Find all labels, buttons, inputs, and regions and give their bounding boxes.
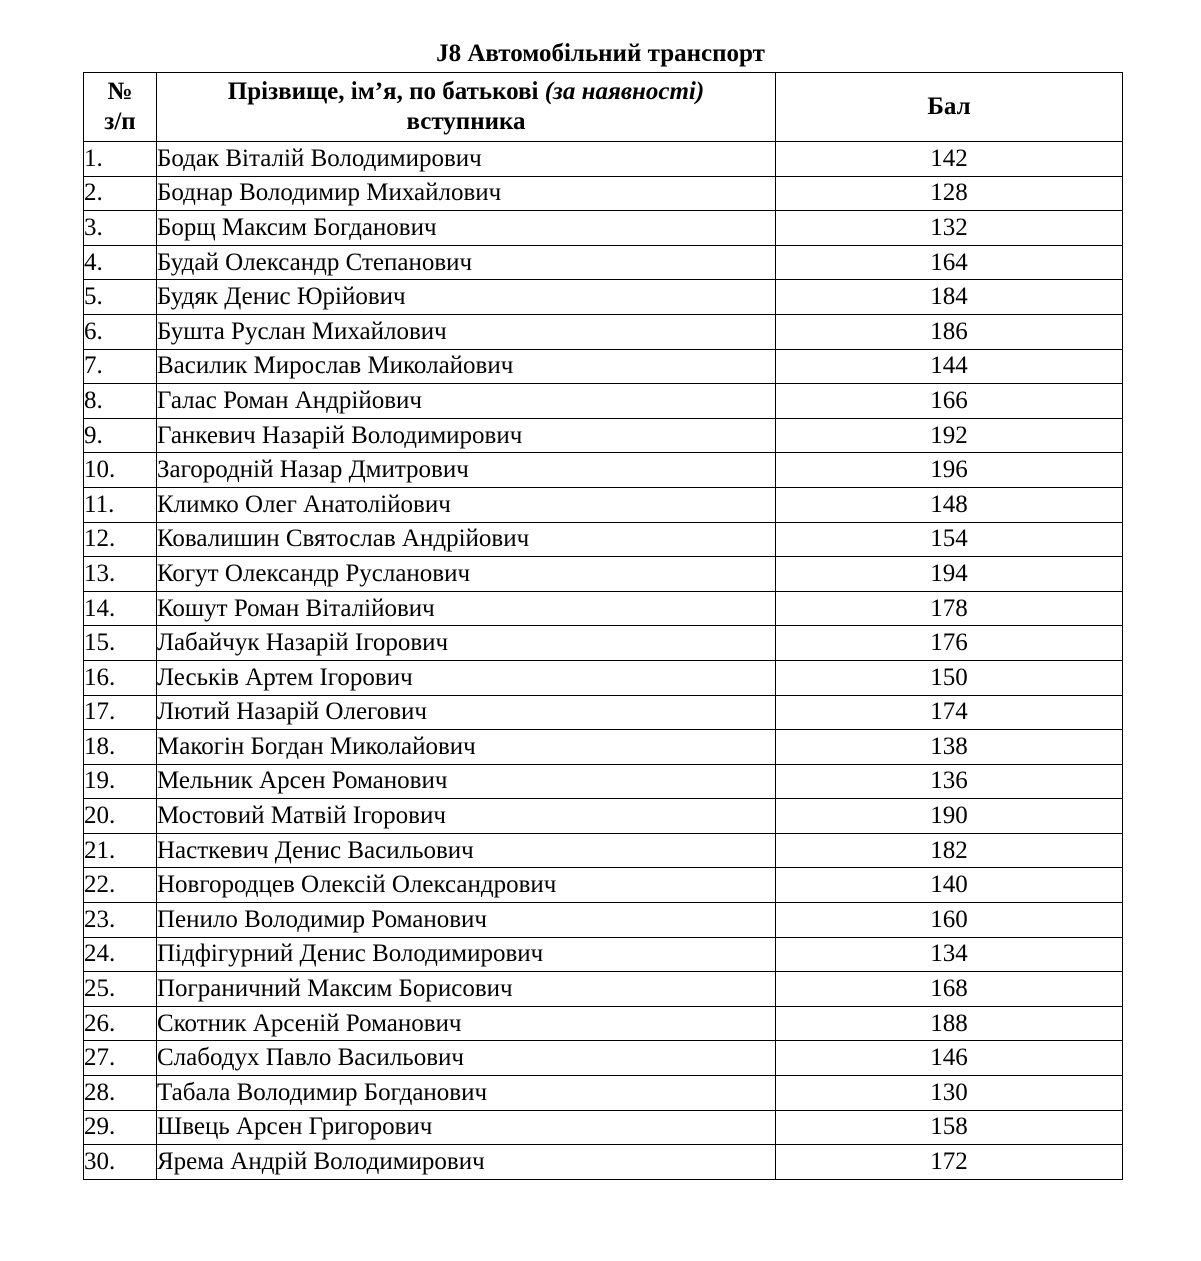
- row-number: 15.: [84, 626, 157, 661]
- applicant-score: 142: [776, 142, 1123, 177]
- applicant-score: 150: [776, 660, 1123, 695]
- row-number: 3.: [84, 211, 157, 246]
- table-row: [84, 522, 1123, 557]
- applicant-score: 148: [776, 487, 1123, 522]
- table-row: [84, 972, 1123, 1007]
- row-number: 2.: [84, 176, 157, 211]
- table-row: [84, 314, 1123, 349]
- table-row: [84, 1041, 1123, 1076]
- row-number: 22.: [84, 868, 157, 903]
- applicant-name: Бушта Руслан Михайлович: [157, 314, 776, 349]
- applicant-score: 160: [776, 903, 1123, 938]
- applicant-name: Макогін Богдан Миколайович: [157, 730, 776, 765]
- applicant-name: Галас Роман Андрійович: [157, 384, 776, 419]
- table-row: [84, 142, 1123, 177]
- applicant-score: 168: [776, 972, 1123, 1007]
- row-number: 13.: [84, 557, 157, 592]
- row-number: 12.: [84, 522, 157, 557]
- table-row: [84, 903, 1123, 938]
- table-row: [84, 695, 1123, 730]
- applicant-score: 172: [776, 1145, 1123, 1180]
- row-number: 17.: [84, 695, 157, 730]
- row-number: 29.: [84, 1110, 157, 1145]
- applicant-name: Будяк Денис Юрійович: [157, 280, 776, 315]
- applicant-score: 132: [776, 211, 1123, 246]
- table-row: [84, 211, 1123, 246]
- applicant-score: 186: [776, 314, 1123, 349]
- applicant-name: Пенило Володимир Романович: [157, 903, 776, 938]
- applicant-name: Лабайчук Назарій Ігорович: [157, 626, 776, 661]
- table-row: [84, 384, 1123, 419]
- applicant-name: Кошут Роман Віталійович: [157, 591, 776, 626]
- applicant-score: 164: [776, 245, 1123, 280]
- row-number: 9.: [84, 418, 157, 453]
- table-row: [84, 453, 1123, 488]
- table-row: [84, 1110, 1123, 1145]
- table-row: [84, 591, 1123, 626]
- row-number: 18.: [84, 730, 157, 765]
- table-row: [84, 937, 1123, 972]
- table-header-row: [84, 73, 1123, 142]
- applicant-name: Когут Олександр Русланович: [157, 557, 776, 592]
- applicant-name: Пограничний Максим Борисович: [157, 972, 776, 1007]
- table-row: [84, 730, 1123, 765]
- applicant-name: Загородній Назар Дмитрович: [157, 453, 776, 488]
- row-number: 28.: [84, 1076, 157, 1111]
- applicant-score: 134: [776, 937, 1123, 972]
- row-number: 5.: [84, 280, 157, 315]
- applicant-score: 136: [776, 764, 1123, 799]
- applicant-score: 138: [776, 730, 1123, 765]
- applicant-score: 176: [776, 626, 1123, 661]
- applicant-score: 144: [776, 349, 1123, 384]
- table-body: [84, 142, 1123, 1180]
- applicant-name: Мельник Арсен Романович: [157, 764, 776, 799]
- applicant-name: Василик Мирослав Миколайович: [157, 349, 776, 384]
- applicant-name: Підфігурний Денис Володимирович: [157, 937, 776, 972]
- applicant-score: 188: [776, 1006, 1123, 1041]
- row-number: 27.: [84, 1041, 157, 1076]
- row-number: 25.: [84, 972, 157, 1007]
- row-number: 20.: [84, 799, 157, 834]
- number-header-abbr: з/п: [104, 108, 136, 135]
- table-row: [84, 280, 1123, 315]
- table-row: [84, 1145, 1123, 1180]
- applicant-name: Боднар Володимир Михайлович: [157, 176, 776, 211]
- table-row: [84, 418, 1123, 453]
- name-header-line2: вступника: [406, 108, 526, 135]
- applicant-score: 166: [776, 384, 1123, 419]
- table-row: [84, 799, 1123, 834]
- applicant-name: Мостовий Матвій Ігорович: [157, 799, 776, 834]
- applicant-name: Новгородцев Олексій Олександрович: [157, 868, 776, 903]
- table-row: [84, 487, 1123, 522]
- applicant-name: Климко Олег Анатолійович: [157, 487, 776, 522]
- table-row: [84, 868, 1123, 903]
- applicant-score: 154: [776, 522, 1123, 557]
- applicant-score: 130: [776, 1076, 1123, 1111]
- applicant-score: 190: [776, 799, 1123, 834]
- number-column-header: [84, 73, 157, 142]
- table-row: [84, 349, 1123, 384]
- row-number: 1.: [84, 142, 157, 177]
- row-number: 4.: [84, 245, 157, 280]
- applicant-name: Скотник Арсеній Романович: [157, 1006, 776, 1041]
- applicant-name: Борщ Максим Богданович: [157, 211, 776, 246]
- applicant-score: 196: [776, 453, 1123, 488]
- applicant-name: Ярема Андрій Володимирович: [157, 1145, 776, 1180]
- applicant-name: Швець Арсен Григорович: [157, 1110, 776, 1145]
- table-row: [84, 1006, 1123, 1041]
- applicant-score: 128: [776, 176, 1123, 211]
- name-header-main: Прізвище, ім’я, по батькові: [227, 78, 545, 105]
- applicant-score: 140: [776, 868, 1123, 903]
- applicant-score: 174: [776, 695, 1123, 730]
- table-row: [84, 660, 1123, 695]
- table-row: [84, 176, 1123, 211]
- row-number: 24.: [84, 937, 157, 972]
- table-row: [84, 1076, 1123, 1111]
- page-title: J8 Автомобільний транспорт: [436, 40, 765, 67]
- table-row: [84, 833, 1123, 868]
- row-number: 30.: [84, 1145, 157, 1180]
- row-number: 11.: [84, 487, 157, 522]
- applicant-name: Леськів Артем Ігорович: [157, 660, 776, 695]
- applicant-score: 184: [776, 280, 1123, 315]
- number-header-symbol: №: [107, 78, 133, 105]
- row-number: 19.: [84, 764, 157, 799]
- table-row: [84, 245, 1123, 280]
- name-column-header: [157, 73, 776, 142]
- row-number: 6.: [84, 314, 157, 349]
- table-row: [84, 764, 1123, 799]
- applicant-name: Ганкевич Назарій Володимирович: [157, 418, 776, 453]
- applicant-score: 178: [776, 591, 1123, 626]
- applicant-score: 146: [776, 1041, 1123, 1076]
- applicant-score: 158: [776, 1110, 1123, 1145]
- row-number: 16.: [84, 660, 157, 695]
- applicant-name: Насткевич Денис Васильович: [157, 833, 776, 868]
- applicant-score: 192: [776, 418, 1123, 453]
- applicant-score: 182: [776, 833, 1123, 868]
- row-number: 21.: [84, 833, 157, 868]
- applicants-table: [83, 72, 1123, 1180]
- score-column-header: Бал: [776, 73, 1123, 142]
- applicant-name: Слабодух Павло Васильович: [157, 1041, 776, 1076]
- applicant-name: Табала Володимир Богданович: [157, 1076, 776, 1111]
- row-number: 7.: [84, 349, 157, 384]
- row-number: 10.: [84, 453, 157, 488]
- row-number: 26.: [84, 1006, 157, 1041]
- row-number: 23.: [84, 903, 157, 938]
- applicant-name: Ковалишин Святослав Андрійович: [157, 522, 776, 557]
- table-row: [84, 626, 1123, 661]
- applicant-name: Бодак Віталій Володимирович: [157, 142, 776, 177]
- row-number: 14.: [84, 591, 157, 626]
- table-row: [84, 557, 1123, 592]
- name-header-note: (за наявності): [544, 78, 705, 105]
- row-number: 8.: [84, 384, 157, 419]
- applicant-name: Будай Олександр Степанович: [157, 245, 776, 280]
- applicant-name: Лютий Назарій Олегович: [157, 695, 776, 730]
- applicant-score: 194: [776, 557, 1123, 592]
